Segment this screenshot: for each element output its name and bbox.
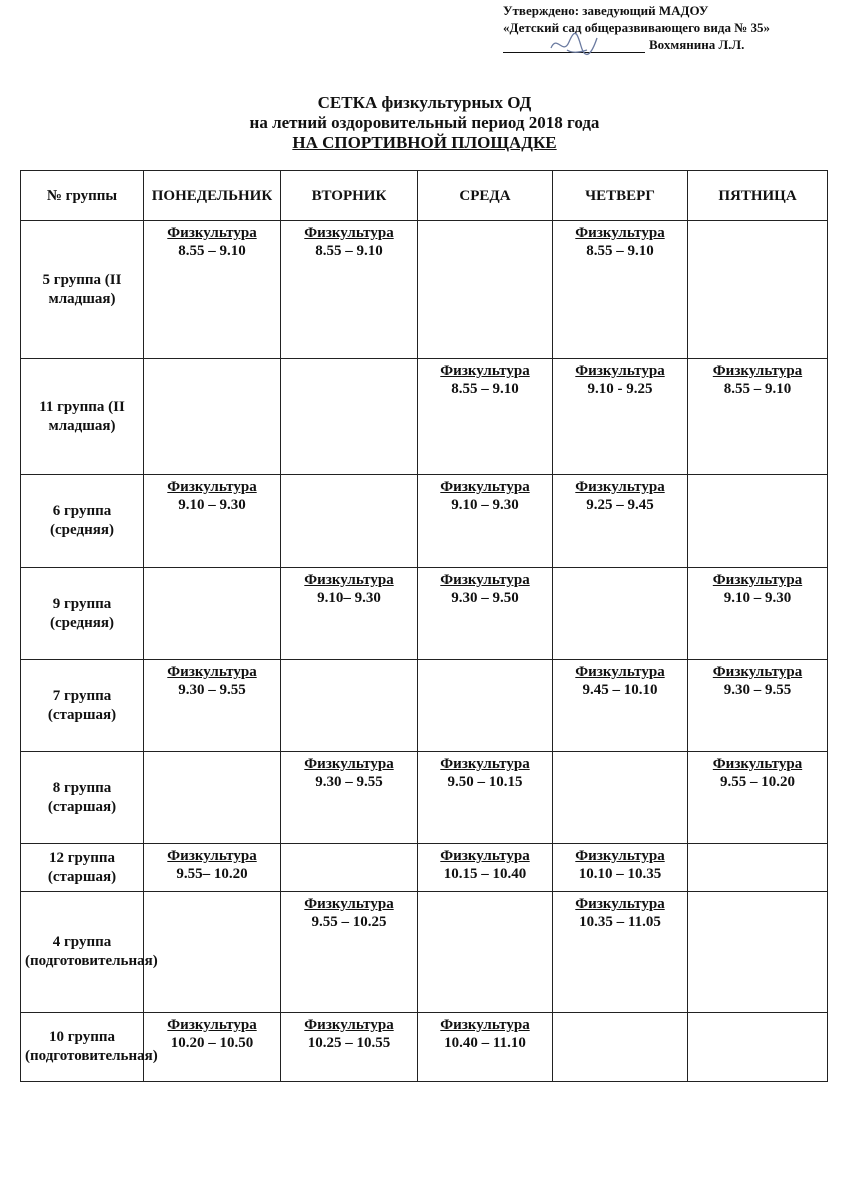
group-name-cell: 8 группа (старшая) <box>21 752 144 844</box>
schedule-cell <box>418 892 553 1013</box>
schedule-cell <box>418 475 553 568</box>
time-label: 10.15 – 10.40 <box>443 866 527 882</box>
subject-label: Физкультура <box>712 756 803 772</box>
schedule-cell <box>144 660 281 752</box>
header-wednesday: СРЕДА <box>418 171 553 221</box>
schedule-cell <box>281 475 418 568</box>
time-label: 9.50 – 10.15 <box>447 774 523 790</box>
subject-label: Физкультура <box>575 479 665 495</box>
schedule-cell <box>688 1013 828 1082</box>
time-label: 9.30 – 9.55 <box>315 774 383 790</box>
subject-label: Физкультура <box>575 225 665 241</box>
schedule-cell <box>281 844 418 892</box>
schedule-cell <box>281 1013 418 1082</box>
schedule-cell <box>144 221 281 359</box>
group-name-cell: 5 группа (II младшая) <box>21 221 144 359</box>
group-name-cell: 9 группа (средняя) <box>21 568 144 660</box>
subject-label: Физкультура <box>167 225 257 241</box>
title-line-3: НА СПОРТИВНОЙ ПЛОЩАДКЕ <box>292 133 557 152</box>
time-label: 8.55 – 9.10 <box>723 381 792 397</box>
time-label: 9.30 – 9.50 <box>451 590 519 606</box>
header-thursday: ЧЕТВЕРГ <box>553 171 688 221</box>
title-line-1: СЕТКА физкультурных ОД <box>317 93 532 112</box>
subject-label: Физкультура <box>440 479 530 495</box>
time-label: 9.55– 10.20 <box>176 866 248 882</box>
time-label: 8.55 – 9.10 <box>315 243 383 259</box>
approval-block <box>503 2 823 53</box>
time-label: 9.25 – 9.45 <box>586 497 654 513</box>
schedule-cell <box>688 844 828 892</box>
time-label: 10.25 – 10.55 <box>307 1035 391 1051</box>
table-row <box>21 221 828 359</box>
subject-label: Физкультура <box>712 363 803 379</box>
time-label: 9.10 - 9.25 <box>587 381 653 397</box>
subject-label: Физкультура <box>167 848 257 864</box>
subject-label: Физкультура <box>440 756 530 772</box>
title-line-2: на летний оздоровительный период 2018 года <box>249 113 600 132</box>
schedule-cell <box>418 752 553 844</box>
schedule-cell <box>281 660 418 752</box>
subject-label: Физкультура <box>712 664 803 680</box>
subject-label: Физкультура <box>304 225 394 241</box>
schedule-cell <box>418 660 553 752</box>
subject-label: Физкультура <box>575 896 665 912</box>
subject-label: Физкультура <box>440 363 530 379</box>
subject-label: Физкультура <box>167 479 257 495</box>
subject-label: Физкультура <box>440 1017 530 1033</box>
group-name-cell: 12 группа (старшая) <box>21 844 144 892</box>
schedule-cell <box>553 568 688 660</box>
time-label: 10.35 – 11.05 <box>579 914 661 930</box>
subject-label: Физкультура <box>712 572 803 588</box>
schedule-cell <box>688 752 828 844</box>
header-monday: ПОНЕДЕЛЬНИК <box>144 171 281 221</box>
group-name-cell: 6 группа (средняя) <box>21 475 144 568</box>
header-friday: ПЯТНИЦА <box>688 171 828 221</box>
table-row <box>21 660 828 752</box>
schedule-cell <box>144 1013 281 1082</box>
schedule-cell <box>144 475 281 568</box>
schedule-cell <box>688 892 828 1013</box>
group-name-cell: 10 группа (подготовительная) <box>21 1013 144 1082</box>
subject-label: Физкультура <box>440 572 530 588</box>
schedule-cell <box>688 568 828 660</box>
table-row <box>21 752 828 844</box>
schedule-cell <box>688 475 828 568</box>
group-name-cell: 11 группа (II младшая) <box>21 359 144 475</box>
time-label: 10.10 – 10.35 <box>578 866 662 882</box>
subject-label: Физкультура <box>440 848 530 864</box>
subject-label: Физкультура <box>575 363 665 379</box>
header-tuesday: ВТОРНИК <box>281 171 418 221</box>
schedule-cell <box>281 359 418 475</box>
schedule-cell <box>144 844 281 892</box>
time-label: 8.55 – 9.10 <box>586 243 654 259</box>
schedule-cell <box>418 221 553 359</box>
schedule-cell <box>144 568 281 660</box>
approval-line-1: Утверждено: заведующий МАДОУ <box>503 3 709 18</box>
schedule-cell <box>553 1013 688 1082</box>
time-label: 9.30 – 9.55 <box>178 682 246 698</box>
table-row <box>21 475 828 568</box>
schedule-cell <box>281 568 418 660</box>
signature-scribble-icon <box>547 30 607 60</box>
schedule-cell <box>553 221 688 359</box>
time-label: 9.55 – 10.25 <box>311 914 387 930</box>
time-label: 9.10 – 9.30 <box>178 497 246 513</box>
schedule-cell <box>144 752 281 844</box>
table-row <box>21 892 828 1013</box>
schedule-cell <box>688 359 828 475</box>
subject-label: Физкультура <box>304 896 394 912</box>
schedule-cell <box>418 568 553 660</box>
schedule-cell <box>281 752 418 844</box>
subject-label: Физкультура <box>304 756 394 772</box>
schedule-cell <box>281 892 418 1013</box>
time-label: 8.55 – 9.10 <box>451 381 519 397</box>
subject-label: Физкультура <box>167 664 257 680</box>
subject-label: Физкультура <box>304 1017 394 1033</box>
schedule-table <box>20 170 828 1082</box>
signer-name: Вохмянина Л.Л. <box>649 37 745 52</box>
signature-field <box>503 38 645 53</box>
subject-label: Физкультура <box>575 664 665 680</box>
table-row <box>21 568 828 660</box>
approval-signature-line <box>503 36 823 53</box>
document-titles <box>0 93 849 153</box>
group-name-cell: 7 группа (старшая) <box>21 660 144 752</box>
schedule-cell <box>688 660 828 752</box>
schedule-cell <box>553 892 688 1013</box>
time-label: 9.10 – 9.30 <box>451 497 519 513</box>
approval-line-2: «Детский сад общеразвивающего вида № 35» <box>503 20 771 35</box>
subject-label: Физкультура <box>167 1017 257 1033</box>
schedule-cell <box>553 844 688 892</box>
time-label: 10.40 – 11.10 <box>444 1035 526 1051</box>
header-group-number: № группы <box>21 171 144 221</box>
time-label: 9.10 – 9.30 <box>723 590 792 606</box>
time-label: 9.55 – 10.20 <box>720 774 795 790</box>
schedule-cell <box>553 359 688 475</box>
table-row <box>21 1013 828 1082</box>
schedule-cell <box>418 359 553 475</box>
time-label: 9.10– 9.30 <box>317 590 381 606</box>
subject-label: Физкультура <box>304 572 394 588</box>
time-label: 10.20 – 10.50 <box>170 1035 254 1051</box>
time-label: 9.45 – 10.10 <box>582 682 658 698</box>
schedule-cell <box>144 359 281 475</box>
schedule-cell <box>553 752 688 844</box>
schedule-cell <box>418 844 553 892</box>
schedule-cell <box>144 892 281 1013</box>
group-name-cell: 4 группа (подготовительная) <box>21 892 144 1013</box>
schedule-cell <box>688 221 828 359</box>
schedule-cell <box>553 475 688 568</box>
header-row <box>21 171 828 221</box>
table-row <box>21 844 828 892</box>
time-label: 9.30 – 9.55 <box>723 682 792 698</box>
time-label: 8.55 – 9.10 <box>178 243 246 259</box>
subject-label: Физкультура <box>575 848 665 864</box>
schedule-cell <box>418 1013 553 1082</box>
schedule-cell <box>281 221 418 359</box>
schedule-cell <box>553 660 688 752</box>
table-row <box>21 359 828 475</box>
